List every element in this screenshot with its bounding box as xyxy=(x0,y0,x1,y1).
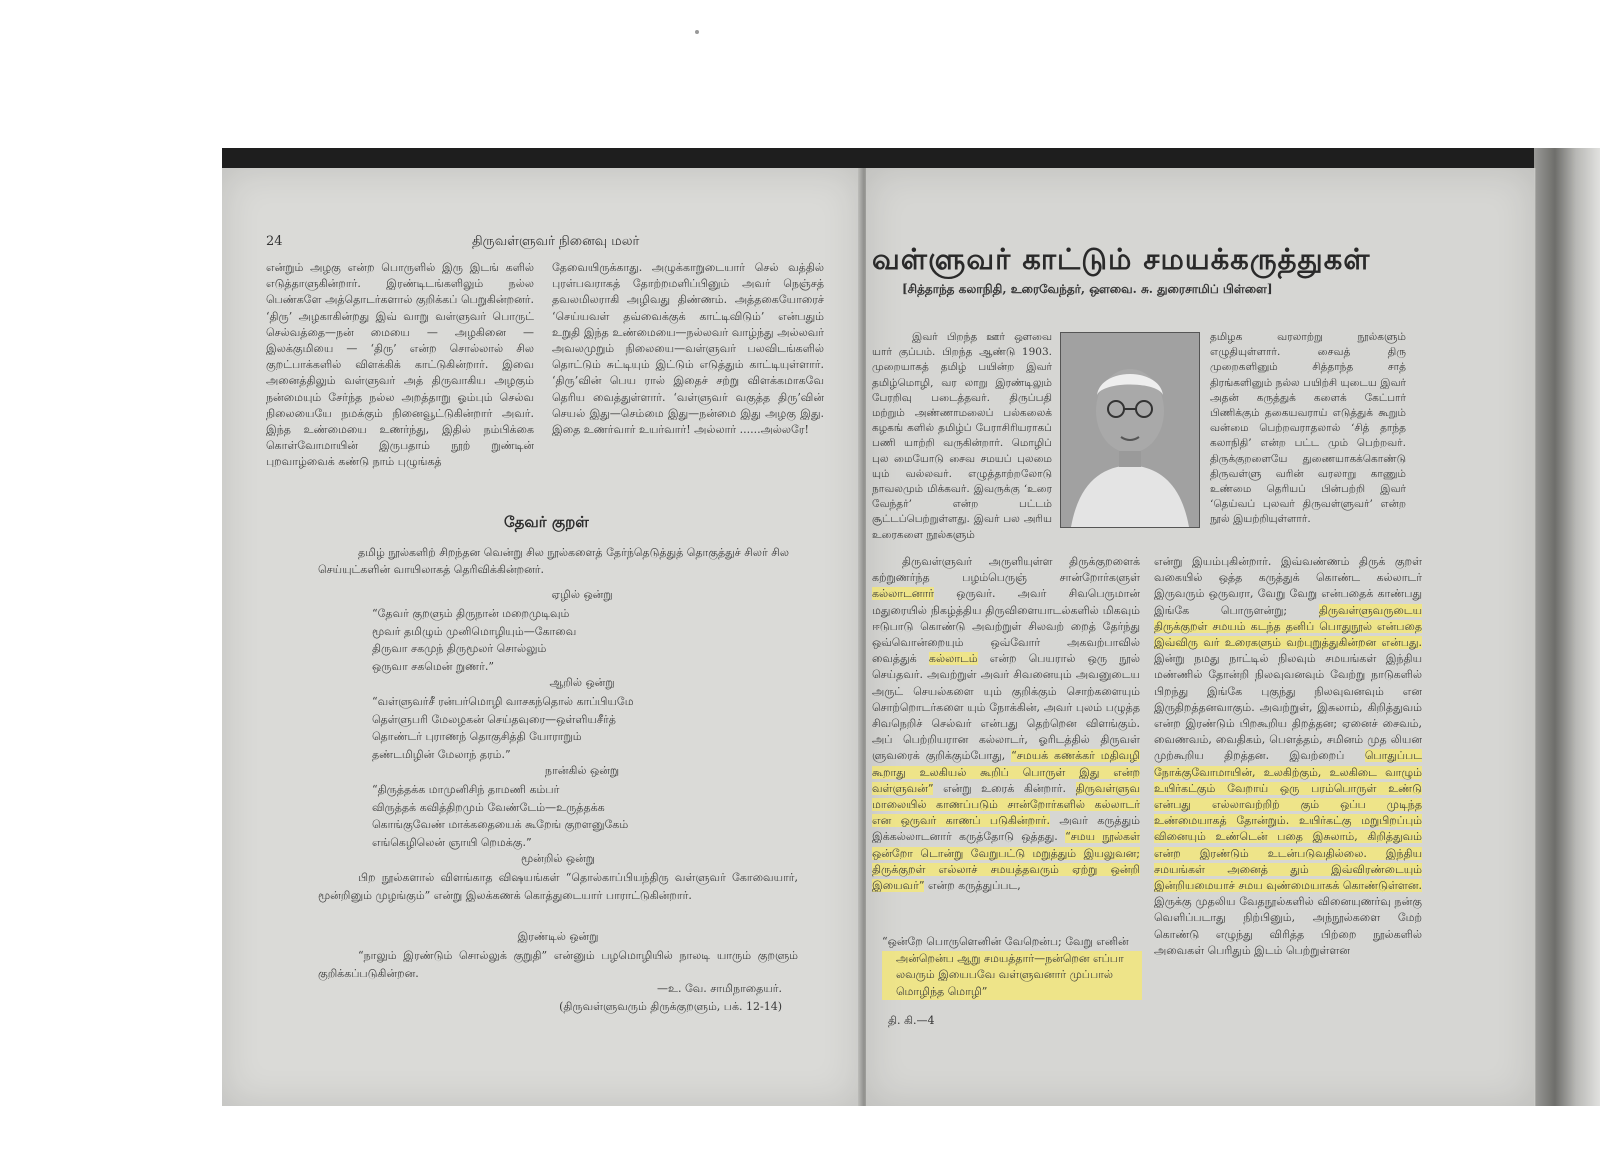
verse-note: பிற நூல்களால் விளங்காத விஷயங்கள் “தொல்காப்பியந்திரு வள்ளுவர் கோவையார், மூன்றினும் முழங்கும்” என்று இலக்கணக் கொத்துடையார் பாராட்டுகின்றார். xyxy=(318,871,798,902)
book-spread-scan xyxy=(222,148,1600,1106)
verse-block-3 xyxy=(372,762,792,851)
text-run: இருக்கு முதலிய வேதநூல்களில் வினையுணர்வு நன்கு வெளிப்படாது நிற்பினும், அந்நூல்களை மேற் கொண்டு எழுந்து விரித்த பிற்றை நூல்களில் அவைகள் பெரிதும் இடம் பெற்றுள்ளன xyxy=(1154,895,1422,957)
verse-heading: மூன்றில் ஒன்று xyxy=(520,852,596,865)
running-header: திருவள்ளுவர் நினைவு மலர் xyxy=(472,234,640,249)
verse-line: “திருத்தக்க மாமுனிசிந் தாமணி கம்பர் xyxy=(372,783,560,797)
citation-source: (திருவள்ளுவரும் திருக்குறளும், பக். 12-14) xyxy=(559,1000,782,1013)
article-column-1 xyxy=(872,554,1140,894)
verse-line: எங்கெழிலென் ஞாயி றெமக்கு.” xyxy=(372,835,532,849)
section-title: தேவர் குறள் xyxy=(504,513,589,531)
text-run: இன்று நமது நாட்டில் நிலவும் சமயங்கள் இந்திய மண்ணில் தோன்றி நிலவுவனவும் வேற்று நாடுகளில் பிறந்து இங்கே புகுந்து நிலவுவனவும் என இருதிறத்தனவாகும். அவற்றுள், இசுலாம், கிறித்துவம் என்ற இரண்டும் பிறகூறிய திறத்தன; ஏனைச் சைவம், வைணவம், வைதிகம், பௌத்தம், சமினம் முத லியன முற்கூறிய திறத்தன. இவற்றைப் xyxy=(1154,652,1422,763)
verse-line: விருத்தக் கவித்திறமும் வேண்டேம்—உருத்தக்க xyxy=(372,800,605,814)
quote-highlighted: அன்றென்ப ஆறு சமயத்தார்—நன்றென எப்பா லவரும் இயைபவே வள்ளுவனார் முப்பால் மொழிந்த மொழி” xyxy=(882,951,1142,1001)
quote-line: “ஒன்றே பொருளெனின் வேறென்ப; வேறு எனின் xyxy=(882,935,1129,948)
verse-line: தொண்டர் புராணந் தொகுசித்தி யோராறும் xyxy=(372,730,582,744)
highlighted-text: “சமயக் கணக்கர் மதிவழி கூறாது உலகியல் கூறிப் பொருள் இது என்ற வள்ளுவன்” xyxy=(872,749,1140,795)
highlighted-text: பொதுப்பட நோக்குவோமாயின், உலகிற்கும், உலகிடை வாழும் உயிர்கட்கும் வேறாய் ஒரு பரம்பொருள் உண்டு என்பது எல்லாவற்றிற் கும் ஒப்ப முடிந்த உண்மையாகத் தோன்றும். உயிர்கட்கு மறுபிறப்பும் வினையும் உண்டென் பதை இசுலாம், கிறித்துவம் என்ற இரண்டும் உடன்படுவதில்லை. இந்திய சமயங்கள் அனைத் தும் இவ்விரண்டையும் இன்றியமையாச் சமய வுண்மையாகக் கொண்டுள்ளன. xyxy=(1154,749,1422,893)
verse-heading: நான்கில் ஒன்று xyxy=(544,764,620,777)
bio-column-left xyxy=(872,330,1052,543)
bio-text: இவர் பிறந்த ஊர் ஔவை யார் குப்பம். பிறந்த ஆண்டு 1903. முறையாகத் தமிழ் பயின்ற இவர் தமிழ்மொழி, வர லாறு இரண்டிலும் பேரறிவு படைத்தவர். திருப்பதி மற்றும் அண்ணாமலைப் பல்கலைக் கழகங் களில் தமிழ்ப் பேராசிரியராகப் பணி யாற்றி வருகின்றார். மொழிப் புல மையோடு சைவ சமயப் புலமை யும் வல்லவர். எழுத்தாற்றலோடு நாவலமும் மிக்கவர். இவருக்கு ‘உரை வேந்தர்’ என்ற பட்டம் சூட்டப்பெற்றுள்ளது. இவர் பல அரிய உரைகளை நூல்களும் xyxy=(872,331,1052,541)
text-run: என்று இயம்புகின்றார். இவ்வண்ணம் திருக் குறள் வகையில் ஒத்த கருத்துக் கொண்ட கல்லாடர் இருவரும் ஒருவரா, வேறு வேறு என்பதைக் காண்பது இங்கே பொருளன்று; xyxy=(1154,555,1422,617)
bio-text: தமிழக வரலாற்று நூல்களும் எழுதியுள்ளார். சைவத் திரு முறைகளினும் சித்தாந்த சாத் திரங்களினும் நல்ல பயிற்சி யுடைய இவர் அதன் கருத்துக் களைக் கேட்பார் பிணிக்கும் தகையவராய் எடுத்துக் கூறும் வன்மை பெற்றவராதலால் ‘சித் தாந்த கலாநிதி’ என்ற பட்ட மும் பெற்றவர். திருக்குறளையே துணையாகக்கொண்டு திருவள்ளு வரின் வரலாறு காணும் உண்மை தெரியப் பின்பற்றி இவர் ‘தெய்வப் புலவர் திருவள்ளுவர்’ என்ற நூல் இயற்றியுள்ளார். xyxy=(1210,331,1406,526)
paragraph: என்றும் அழகு என்ற பொருளில் இரு இடங் களில் எடுத்தாளுகின்றார். இரண்டிடங்களிலும் நல்ல பெண்களே அத்தொடர்களால் குறிக்கப் பெறுகின்றனர். ‘திரு’ அழகாகின்றது இவ் வாறு வள்ளுவர் பொருட் செல்வத்தை—நன் மையை — அழகினை — இலக்குமியை — ‘திரு’ என்ற சொல்லால் சில குறட்பாக்களில் விளக்கிக் காட்டுகின்றார். இவை அனைத்திலும் வள்ளுவர் அத் திருவாகிய அழகும் நன்மையும் சேர்ந்த நல்ல அறத்தாறு ஓம்பும் செல்வ நிலையையே நமக்கும் நினைவூட்டுகின்றார் அவர். இந்த உண்மையை உணர்ந்து, இதில் நம்பிக்கை கொள்வோமாயின் இருபதாம் நூற் றுண்டின் புறவாழ்வைக் கண்டு நாம் புழுங்கத் xyxy=(266,261,534,469)
verse-line: தெள்ளுபரி மேலழகன் செய்தவுரை—ஒள்ளியசீர்த் xyxy=(372,712,616,726)
book-edge xyxy=(1534,148,1600,1106)
highlighted-text: திருவள்ளுவருடைய திருக்குறள் சமயம் கடந்த தனிப் பொதுநூல் என்பதை இவ்விரு வர் உரைகளும் வற்புறுத்துகின்றன என்பது. xyxy=(1154,603,1422,650)
left-column-2 xyxy=(552,260,824,438)
verse-heading: இரண்டில் ஒன்று xyxy=(517,930,599,943)
highlighted-text: “சமய நூல்கள் ஒன்றோ டொன்று வேறுபட்டு மறுத்தும் இயலுவன; திருக்குறள் எல்லாச் சமயத்தவரும் ஏற்று ஒன்றி இயைவர்” xyxy=(872,830,1140,893)
text-run: அவர் கருத்தும் இக்கல்லாடனார் கருத்தோடு ஒத்தது. xyxy=(872,814,1140,844)
verse-line: ஒருவா சகமென் றுணர்.” xyxy=(372,659,494,673)
highlighted-text: கல்லாடனார் xyxy=(872,587,934,601)
verse-line: மூவர் தமிழும் முனிமொழியும்—கோவை xyxy=(372,624,577,638)
article-byline: [சித்தாந்த கலாநிதி, உரைவேந்தர், ஔவை. சு. துரைசாமிப் பிள்ளை] xyxy=(902,282,1273,296)
portrait-image xyxy=(1061,333,1199,527)
quoted-verse xyxy=(882,934,1142,1000)
left-column-1 xyxy=(266,260,534,471)
verse-heading: ஏழில் ஒன்று xyxy=(551,588,613,601)
citation-author: —உ. வே. சாமிநாதையர். xyxy=(656,982,782,995)
verse-line: “தேவர் குறளும் திருநான் மறைமுடிவும் xyxy=(372,607,570,621)
text-run: என்ற கருத்துப்பட, xyxy=(924,879,1021,893)
verse-note: “நாலும் இரண்டும் சொல்லுக் குறுதி” என்னும் பழமொழியில் நாலடி யாரும் குறளும் குறிக்கப்படுகின்றன. xyxy=(318,949,798,980)
bio-column-right xyxy=(1210,330,1406,528)
verse-line: தண்டமிழின் மேலாந் தரம்.” xyxy=(372,747,511,761)
verse-block-1 xyxy=(372,586,792,675)
paragraph xyxy=(1154,554,1422,959)
highlighted-text: கல்லாடம் xyxy=(928,652,978,666)
author-portrait xyxy=(1060,332,1200,528)
text-run: என்று உரைக் கின்றார். xyxy=(933,781,1076,795)
highlighted-text: திருவள்ளுவ மாலையில் காணப்படும் சான்றோர்களில் கல்லாடர் என ஒருவர் காணப் படுகின்றார். xyxy=(872,781,1140,828)
text-run: திருவள்ளுவர் அருளியுள்ள திருக்குறளைக் கற்றுணர்ந்த பழம்பெருஞ் சான்றோர்களுள் xyxy=(872,555,1140,585)
scan-speck xyxy=(695,30,699,34)
verse-line: “வள்ளுவர்சீ ரன்பர்மொழி வாசகந்தொல் காப்பியமே xyxy=(372,695,634,709)
article-title: வள்ளுவர் காட்டும் சமயக்கருத்துகள் xyxy=(872,242,1371,276)
verse-block-4 xyxy=(318,850,798,904)
paragraph xyxy=(872,554,1140,894)
page-signature: தி. கி.—4 xyxy=(888,1014,935,1027)
citation xyxy=(522,980,782,1016)
paragraph: தேவையிருக்காது. அழுக்காறுடையார் செல் வத்தில் புரள்பவராகத் தோற்றமளிப்பினும் அவர் நெஞ்சத் தவலமிலராகி அழிவது திண்ணம். அத்தகையோரைச் ‘செய்யவள் தவ்வைக்குக் காட்டிவிடும்’ என்பதும் உறுதி இந்த உண்மையை—நல்லவர் வாழ்ந்து அல்லவர் அவலமுறும் நிலையை—வள்ளுவர் பலவிடங்களில் தொட்டும் சுட்டியும் இட்டும் எடுத்தும் காட்டியுள்ளார். ‘திரு’வின் பெய ரால் இதைச் சற்று விளக்கமாகவே தெரிய வைத்துள்ளார். ‘வள்ளுவர் வகுத்த திரு’வின் செயல் இது—செம்மை இது—நன்மை இது அழகு இது. இதை உணர்வார் உயர்வார்! அல்லார் ......அல்லரே! xyxy=(552,261,824,437)
article-column-2 xyxy=(1154,554,1422,959)
page-number: 24 xyxy=(266,234,283,249)
section-intro: தமிழ் நூல்களிற் சிறந்தன வென்று சில நூல்களைத் தேர்ந்தெடுத்துத் தொகுத்துச் சிலர் சில செய்யுட்களின் வாயிலாகத் தெரிவிக்கின்றனர். xyxy=(318,546,789,576)
left-page xyxy=(222,168,860,1106)
verse-block-2 xyxy=(372,674,792,763)
verse-line: கொங்குவேண் மாக்கதையைக் கூறேங் குறளனுகேம் xyxy=(372,818,629,832)
text-run: ஒருவர். அவர் சிவபெருமான் மதுரையில் நிகழ்த்திய திருவிளையாடல்களில் மிகவும் ஈடுபாடு கொண்டு அவற்றுள் சிலவற் றைத் தேர்ந்து ஒவ்வொன்றையும் ஒவ்வோர் அகவற்பாவில் வைத்துக் xyxy=(872,587,1140,666)
text-run: என்ற பெயரால் ஒரு நூல் செய்தவர். அவற்றுள் அவர் சிவனையும் அவனுடைய அருட் செயல்களை யும் குறிக்கும் சொற்களையும் சொற்றொடர்களை யும் நோக்கின், அவர் புலம் பழுத்த சிவநெறிச் செல்வர் என்பது தெற்றென விளங்கும். அப் பெற்றியரான கல்லாடர், ஓரிடத்தில் திருவள் ளுவரைக் குறிக்கும்போது, xyxy=(872,652,1140,763)
verse-line: திருவா சகமுந் திருமூலர் சொல்லும் xyxy=(372,642,547,656)
verse-block-5 xyxy=(318,928,798,982)
verse-heading: ஆறில் ஒன்று xyxy=(549,676,615,689)
